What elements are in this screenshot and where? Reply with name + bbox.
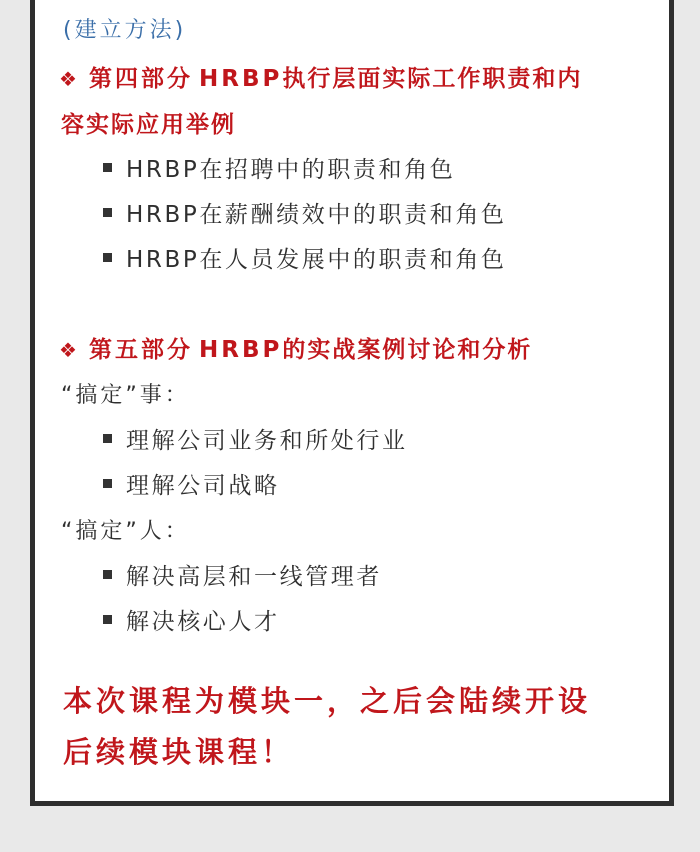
closing-line2: 后续模块课程！ — [63, 735, 295, 769]
list-item-text: HRBP在招聘中的职责和角色 — [126, 157, 456, 183]
section4-title-line1: 执行层面实际工作职责和内 — [282, 66, 583, 92]
list-item — [103, 241, 507, 274]
square-bullet-icon — [103, 208, 112, 217]
square-bullet-icon — [103, 434, 112, 443]
section5-title: 的实战案例讨论和分析 — [282, 337, 533, 363]
list-item — [103, 603, 280, 636]
subtitle: (建立方法) — [63, 18, 187, 43]
section5-heading — [59, 331, 532, 364]
section4-code: HRBP — [199, 66, 283, 92]
square-bullet-icon — [103, 163, 112, 172]
square-bullet-icon — [103, 479, 112, 488]
square-bullet-icon — [103, 570, 112, 579]
closing-line1: 本次课程为模块一，之后会陆续开设 — [63, 684, 592, 718]
group-label-people: “搞定”人： — [61, 519, 190, 544]
section4-heading-line2: 容实际应用举例 — [61, 112, 236, 138]
diamond-cluster-icon: ❖ — [59, 67, 79, 91]
section5-label: 第五部分 — [89, 337, 193, 363]
list-item — [103, 422, 408, 455]
section5-code: HRBP — [199, 337, 283, 363]
list-item-text: 理解公司业务和所处行业 — [126, 428, 408, 454]
section4-heading — [59, 60, 582, 93]
list-item-text: 解决核心人才 — [126, 609, 280, 635]
group-label-things: “搞定”事： — [61, 383, 190, 408]
list-item-text: HRBP在人员发展中的职责和角色 — [126, 247, 507, 273]
square-bullet-icon — [103, 253, 112, 262]
content-card — [30, 0, 674, 806]
list-item-text: HRBP在薪酬绩效中的职责和角色 — [126, 202, 507, 228]
list-item — [103, 467, 280, 500]
diamond-cluster-icon: ❖ — [59, 338, 79, 362]
list-item — [103, 151, 455, 184]
list-item-text: 解决高层和一线管理者 — [126, 564, 382, 590]
list-item-text: 理解公司战略 — [126, 473, 280, 499]
list-item — [103, 558, 382, 591]
square-bullet-icon — [103, 615, 112, 624]
section4-label: 第四部分 — [89, 66, 193, 92]
list-item — [103, 196, 507, 229]
